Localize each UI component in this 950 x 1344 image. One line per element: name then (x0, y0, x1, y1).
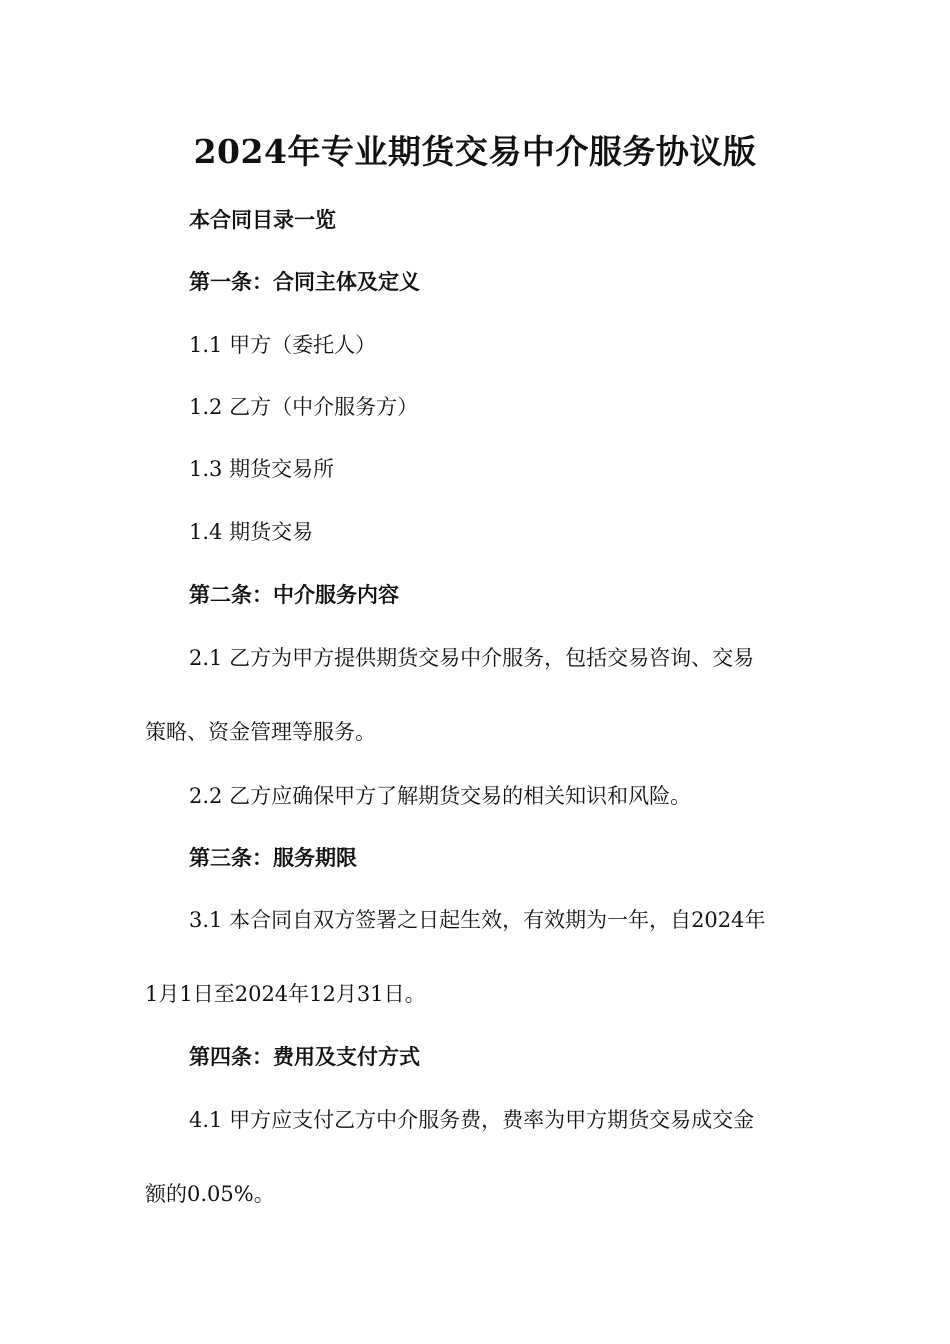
article-1-item: 1.4 期货交易 (189, 520, 314, 544)
article-1-item: 1.1 甲方（委托人） (189, 333, 377, 357)
paragraph-line: 1月1日至2024年12月31日。 (145, 982, 426, 1006)
paragraph-line: 额的0.05%。 (145, 1182, 275, 1206)
article-2-heading: 第二条：中介服务内容 (189, 582, 399, 607)
article-3-heading: 第三条：服务期限 (189, 845, 357, 870)
article-1-item: 1.2 乙方（中介服务方） (189, 395, 419, 419)
paragraph-line: 2.2 乙方应确保甲方了解期货交易的相关知识和风险。 (189, 784, 692, 808)
paragraph-line: 策略、资金管理等服务。 (145, 720, 376, 744)
paragraph-line: 2.1 乙方为甲方提供期货交易中介服务，包括交易咨询、交易 (189, 646, 755, 670)
article-4-heading: 第四条：费用及支付方式 (189, 1044, 420, 1069)
paragraph-line: 4.1 甲方应支付乙方中介服务费，费率为甲方期货交易成交金 (189, 1108, 755, 1132)
paragraph-line: 3.1 本合同自双方签署之日起生效，有效期为一年，自2024年 (189, 908, 766, 932)
toc-heading: 本合同目录一览 (189, 207, 336, 232)
article-1-heading: 第一条：合同主体及定义 (189, 269, 420, 294)
document-title: 2024年专业期货交易中介服务协议版 (193, 132, 757, 171)
article-1-item: 1.3 期货交易所 (189, 457, 335, 481)
